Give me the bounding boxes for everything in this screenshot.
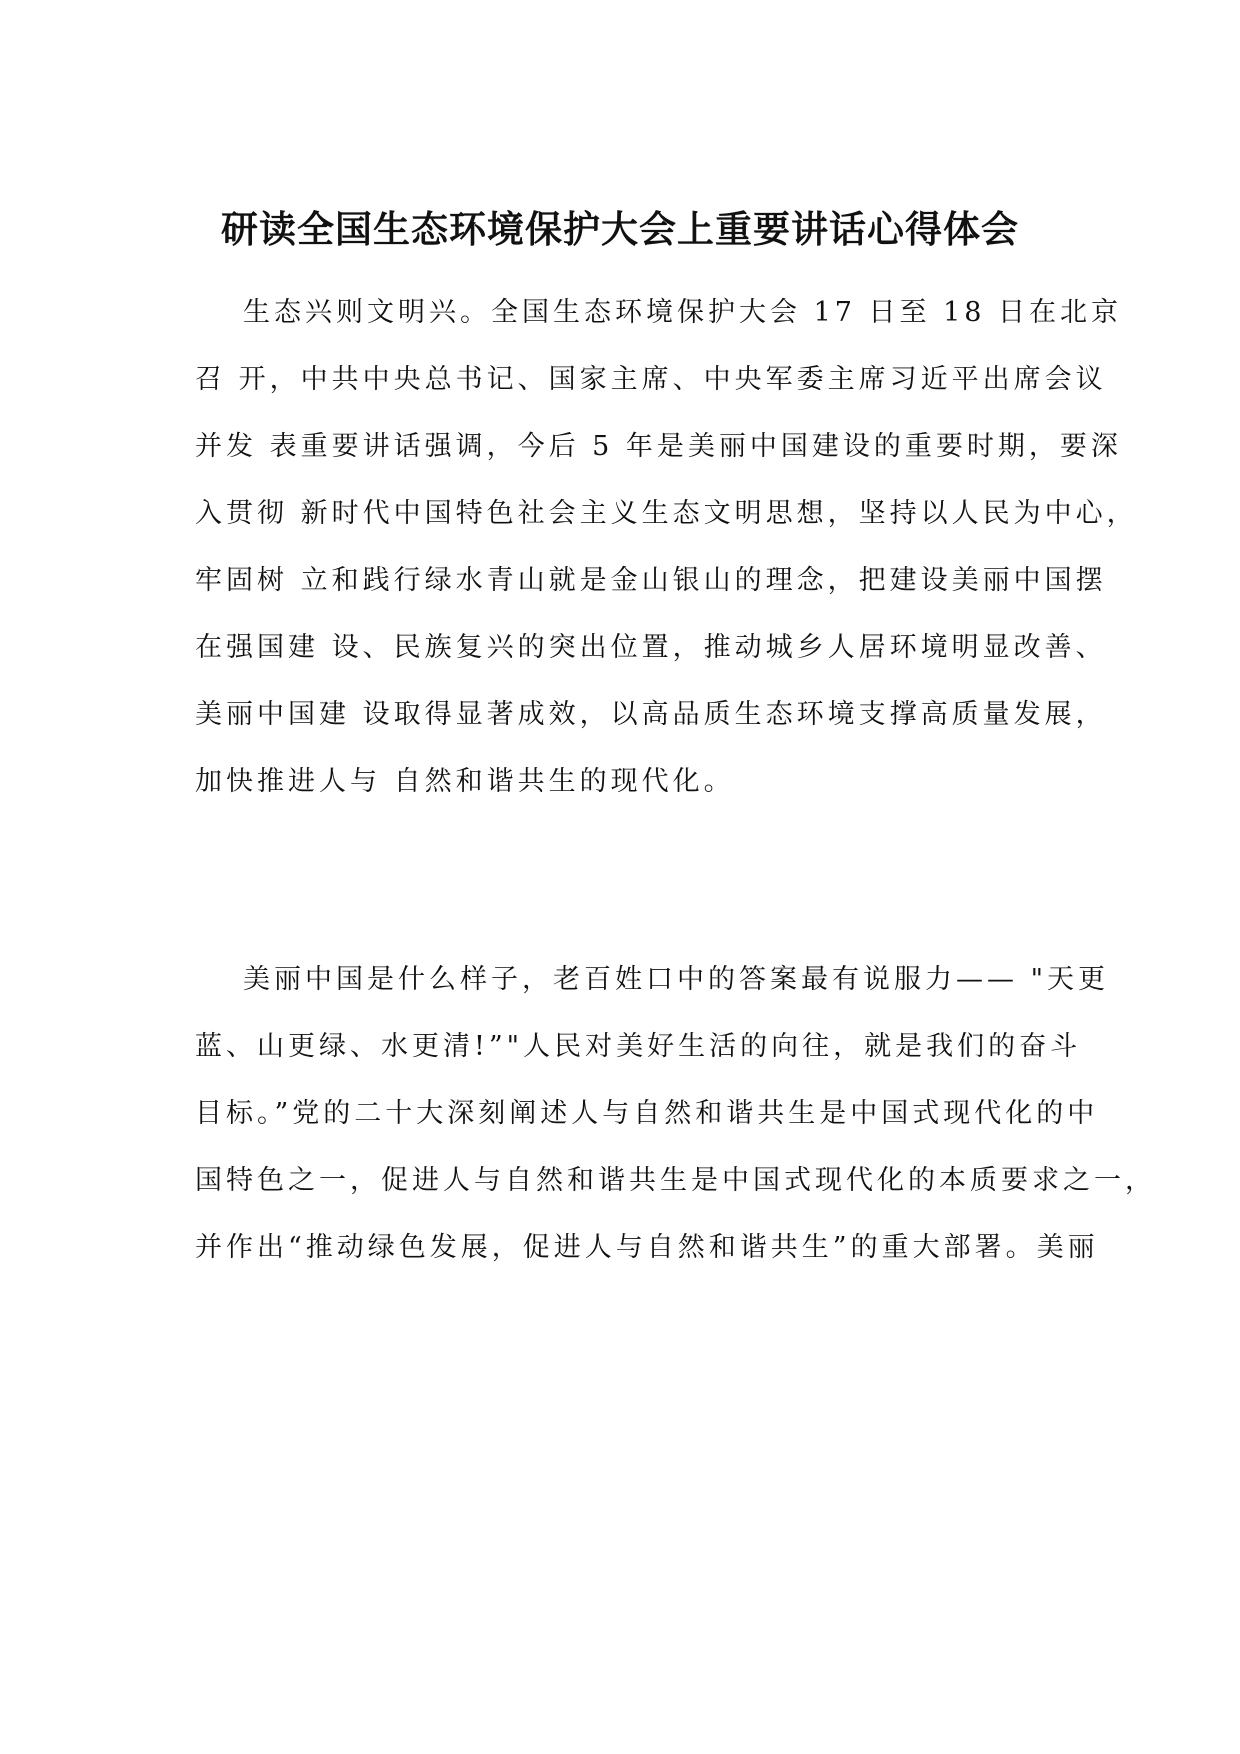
paragraph-line: 召 开，中共中央总书记、国家主席、中央军委主席习近平出席会议 bbox=[195, 364, 1107, 395]
paragraph-line: 美丽中国是什么样子，老百姓口中的答案最有说服力—— "天更 bbox=[243, 964, 1110, 995]
paragraph-line: 加快推进人与 自然和谐共生的现代化。 bbox=[195, 766, 735, 797]
paragraph-line: 国特色之一，促进人与自然和谐共生是中国式现代化的本质要求之一， bbox=[195, 1165, 1156, 1196]
paragraph-line: 并作出“推动绿色发展，促进人与自然和谐共生”的重大部署。美丽 bbox=[195, 1232, 1099, 1263]
paragraph-line: 美丽中国建 设取得显著成效，以高品质生态环境支撑高质量发展， bbox=[195, 699, 1107, 730]
paragraph-line: 入贯彻 新时代中国特色社会主义生态文明思想，坚持以人民为中心， bbox=[195, 498, 1138, 529]
paragraph-line: 蓝、山更绿、水更清!”"人民对美好生活的向往，就是我们的奋斗 bbox=[195, 1031, 1082, 1062]
paragraph-line: 目标。”党的二十大深刻阐述人与自然和谐共生是中国式现代化的中 bbox=[195, 1098, 1099, 1129]
paragraph-line: 并发 表重要讲话强调，今后 5 年是美丽中国建设的重要时期，要深 bbox=[195, 431, 1122, 462]
paragraph-line: 在强国建 设、民族复兴的突出位置，推动城乡人居环境明显改善、 bbox=[195, 632, 1107, 663]
paragraph-line: 牢固树 立和践行绿水青山就是金山银山的理念，把建设美丽中国摆 bbox=[195, 565, 1107, 596]
paragraph-line: 生态兴则文明兴。全国生态环境保护大会 17 日至 18 日在北京 bbox=[243, 297, 1123, 328]
document-title: 研读全国生态环境保护大会上重要讲话心得体会 bbox=[221, 208, 1019, 251]
